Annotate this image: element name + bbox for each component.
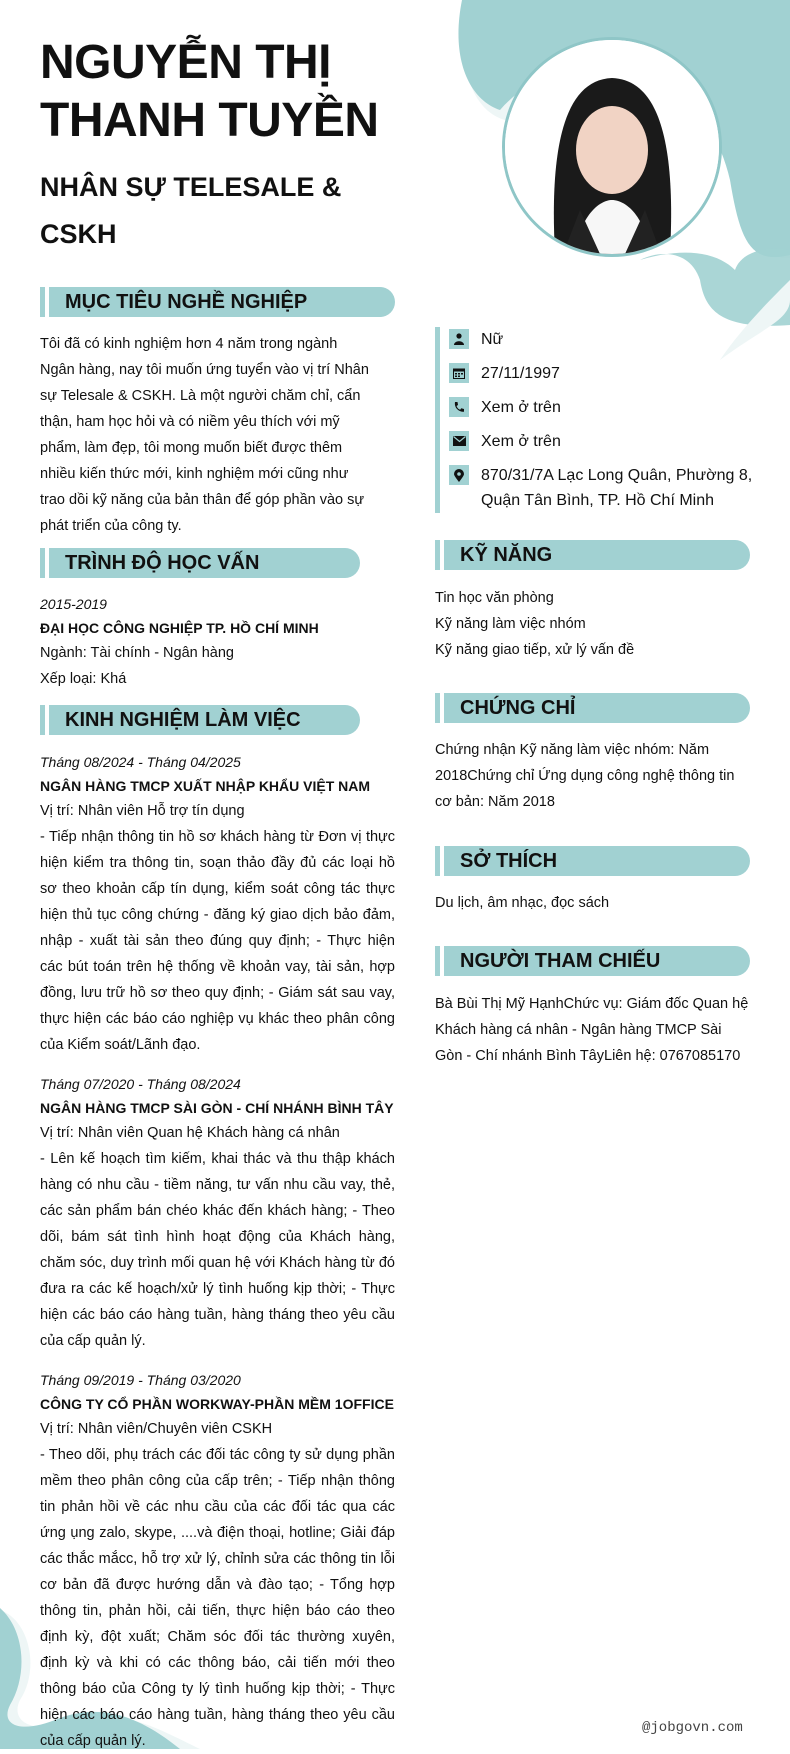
experience-list bbox=[40, 750, 395, 1754]
profile-photo bbox=[502, 37, 722, 257]
contact-gender: Nữ bbox=[449, 327, 755, 352]
watermark: @jobgovn.com bbox=[642, 1720, 743, 1736]
certificates-text: Chứng nhận Kỹ năng làm việc nhóm: Năm 2018Chứng chỉ Ứng dụng công nghệ thông tin cơ bản: Năm 2018 bbox=[435, 742, 735, 810]
contact-birthday: 27/11/1997 bbox=[449, 361, 755, 386]
job-company: NGÂN HÀNG TMCP XUẤT NHẬP KHẨU VIỆT NAM bbox=[40, 778, 371, 794]
job-position: Vị trí: Nhân viên Quan hệ Khách hàng cá nhân bbox=[40, 1125, 340, 1141]
education-major: Ngành: Tài chính - Ngân hàng bbox=[40, 645, 235, 661]
hobbies-heading: SỞ THÍCH bbox=[435, 846, 750, 876]
education-grade: Xếp loại: Khá bbox=[40, 671, 127, 687]
skill-item: Kỹ năng giao tiếp, xử lý vấn đề bbox=[435, 642, 635, 658]
job-entry bbox=[40, 750, 395, 1058]
contact-phone: Xem ở trên bbox=[449, 395, 755, 420]
objective-heading: MỤC TIÊU NGHỀ NGHIỆP bbox=[40, 287, 395, 317]
job-position: Vị trí: Nhân viên Hỗ trợ tín dụng bbox=[40, 803, 245, 819]
job-company: NGÂN HÀNG TMCP SÀI GÒN - CHÍ NHÁNH BÌNH TÂY bbox=[40, 1100, 394, 1116]
job-entry bbox=[40, 1368, 395, 1754]
education-entry bbox=[40, 592, 390, 692]
education-period: 2015-2019 bbox=[40, 596, 107, 612]
contact-email: Xem ở trên bbox=[449, 429, 755, 454]
job-period: Tháng 09/2019 - Tháng 03/2020 bbox=[40, 1372, 241, 1388]
job-title: NHÂN SỰ TELESALE & CSKH bbox=[40, 172, 342, 249]
phone-icon bbox=[449, 397, 469, 417]
job-entry bbox=[40, 1072, 395, 1354]
calendar-icon bbox=[449, 363, 469, 383]
skills-heading: KỸ NĂNG bbox=[435, 540, 750, 570]
objective-text: Tôi đã có kinh nghiệm hơn 4 năm trong ngành Ngân hàng, nay tôi muốn ứng tuyển vào vị trí Nhân sự Telesale & CSKH. Là một người chăm chỉ, cẩn thận, ham học hỏi và có niềm yêu thích với mỹ phẩm, làm đẹp, tôi mong muốn biết được thêm nhiều kiến thức mới, kinh nghiệm mới cũng như trao dồi kỹ năng của bản thân để góp phần vào sự phát triển của công ty. bbox=[40, 336, 369, 534]
skills-list bbox=[435, 585, 750, 663]
job-period: Tháng 08/2024 - Tháng 04/2025 bbox=[40, 754, 241, 770]
job-position: Vị trí: Nhân viên/Chuyên viên CSKH bbox=[40, 1421, 273, 1437]
school-name: ĐẠI HỌC CÔNG NGHIỆP TP. HỒ CHÍ MINH bbox=[40, 620, 319, 636]
job-description: - Theo dõi, phụ trách các đối tác công ty sử dụng phần mềm theo phân công của cấp trên; - Tiếp nhận thông tin phản hồi về các nhu cầu của các đối tác qua các ứng ụng zalo, skype, ....và điện thoại, hotline; Giải đáp các thắc mắcc, hỗ trợ xử lý, chỉnh sửa các thông tin lỗi cơ bản đã được hướng dẫn và đào tạo; - Tổng hợp thông tin, phản hồi, cải tiến, thực hiện báo cáo theo định kỳ, đột xuất; Chăm sóc đối tác thường xuyên, định kỳ và khi có các thông báo, cải tiến mới theo thông báo của Công ty lý tình huống kịp thời; - Thực hiện các báo cáo hàng tuần, hàng tháng theo yêu cầu của cấp quản lý. bbox=[40, 1447, 395, 1749]
skill-item: Kỹ năng làm việc nhóm bbox=[435, 616, 586, 632]
references-heading: NGƯỜI THAM CHIẾU bbox=[435, 946, 750, 976]
job-company: CÔNG TY CỔ PHẦN WORKWAY-PHẦN MỀM 1OFFICE bbox=[40, 1396, 394, 1412]
job-period: Tháng 07/2020 - Tháng 08/2024 bbox=[40, 1076, 241, 1092]
candidate-name: NGUYỄN THỊ THANH TUYỀN bbox=[40, 36, 379, 147]
contact-address: 870/31/7A Lạc Long Quân, Phường 8, Quận Tân Bình, TP. Hồ Chí Minh bbox=[449, 463, 755, 513]
certificates-heading: CHỨNG CHỈ bbox=[435, 693, 750, 723]
contact-info bbox=[435, 327, 755, 513]
job-description: - Lên kế hoạch tìm kiếm, khai thác và thu thập khách hàng có nhu cầu - tiềm năng, tư vấn nhu cầu vay, thẻ, các sản phẩm bán chéo khác đến khách hàng; - Theo dõi, bám sát tình hình hoạt động của Khách hàng, chăm sóc, duy trình mối quan hệ với Khách hàng từ đó đưa ra các kế hoạch/xử lý tình huống kịp thời; - Thực hiện các báo cáo hàng tuần, hàng tháng theo yêu cầu của cấp quản lý. bbox=[40, 1151, 395, 1349]
education-heading: TRÌNH ĐỘ HỌC VẤN bbox=[40, 548, 360, 578]
skill-item: Tin học văn phòng bbox=[435, 590, 554, 606]
location-pin-icon bbox=[449, 465, 469, 485]
references-text: Bà Bùi Thị Mỹ HạnhChức vụ: Giám đốc Quan hệ Khách hàng cá nhân - Ngân hàng TMCP Sài Gòn - Chí nhánh Bình TâyLiên hệ: 0767085170 bbox=[435, 996, 749, 1064]
person-icon bbox=[449, 329, 469, 349]
hobbies-text: Du lịch, âm nhạc, đọc sách bbox=[435, 895, 610, 911]
experience-heading: KINH NGHIỆM LÀM VIỆC bbox=[40, 705, 360, 735]
job-description: - Tiếp nhận thông tin hồ sơ khách hàng từ Đơn vị thực hiện kiểm tra thông tin, soạn thảo đầy đủ các loại hồ sơ theo khoản cấp tín dụng, kiểm soát công tác thực hiện thủ tục công chứng - đăng ký giao dịch bảo đảm, nhập - xuất tài sản theo đúng quy định; - Thực hiện các bút toán trên hệ thống về khoản vay, tài sản, hợp đồng, lưu trữ hồ sơ theo quy định; - Giám sát sau vay, thực hiện các báo cáo nghiệp vụ khác theo phân công của Kiểm soát/Lãnh đạo. bbox=[40, 829, 395, 1053]
mail-icon bbox=[449, 431, 469, 451]
